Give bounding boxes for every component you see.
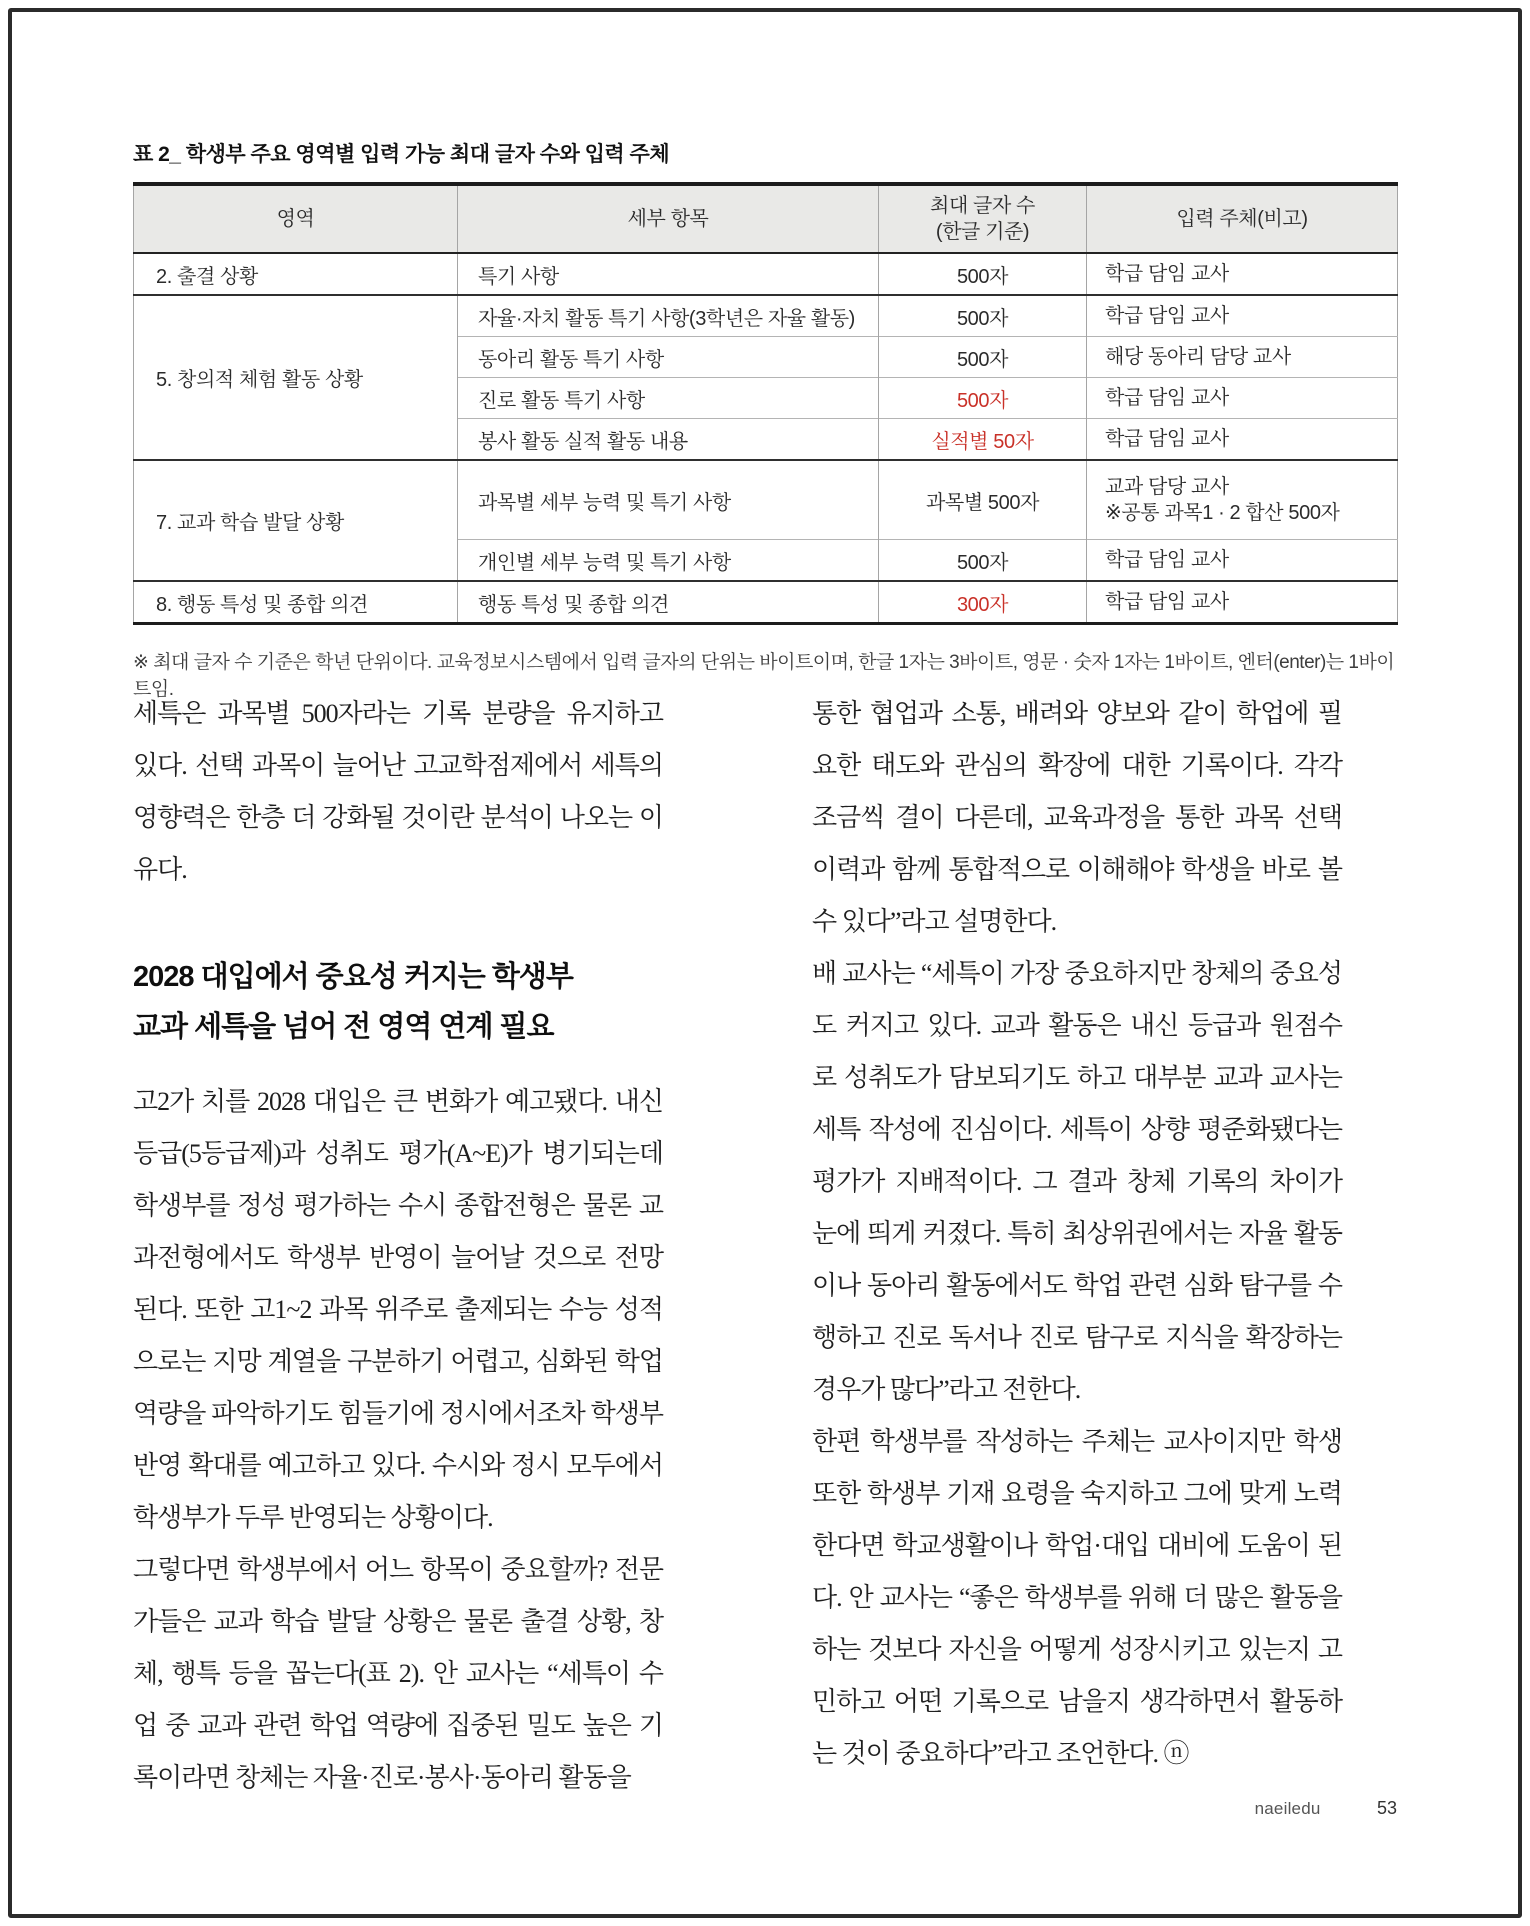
table-row bbox=[134, 581, 1398, 624]
text-line: 로 성취도가 담보되기도 하고 대부분 교과 교사는 bbox=[812, 1063, 1342, 1092]
text-line: 업 중 교과 관련 학업 역량에 집중된 밀도 높은 기 bbox=[133, 1711, 663, 1740]
cell-detail: 봉사 활동 실적 활동 내용 bbox=[458, 419, 879, 461]
char-limit-table bbox=[133, 182, 1398, 625]
text-line: 배 교사는 “세특이 가장 중요하지만 창체의 중요성 bbox=[812, 959, 1342, 988]
text-line: 등급(5등급제)과 성취도 평가(A~E)가 병기되는데 bbox=[133, 1139, 663, 1168]
cell-writer: 해당 동아리 담당 교사 bbox=[1087, 337, 1398, 378]
text-line: 행하고 진로 독서나 진로 탐구로 지식을 확장하는 bbox=[812, 1323, 1342, 1352]
cell-max-chars: 500자 bbox=[879, 540, 1087, 582]
text-line: 도 커지고 있다. 교과 활동은 내신 등급과 원점수 bbox=[812, 1011, 1342, 1040]
text-line: 평가가 지배적이다. 그 결과 창체 기록의 차이가 bbox=[812, 1167, 1342, 1196]
paragraph bbox=[812, 1416, 1342, 1780]
cell-detail: 행동 특성 및 종합 의견 bbox=[458, 581, 879, 624]
table-title: 표 2_ 학생부 주요 영역별 입력 가능 최대 글자 수와 입력 주체 bbox=[133, 143, 670, 166]
text-line: 학생부를 정성 평가하는 수시 종합전형은 물론 교 bbox=[133, 1191, 663, 1220]
page-footer bbox=[133, 1798, 1397, 1819]
text-line: 다. 안 교사는 “좋은 학생부를 위해 더 많은 활동을 bbox=[812, 1583, 1342, 1612]
column-header-writer: 입력 주체(비고) bbox=[1087, 184, 1398, 253]
text-line: 요한 태도와 관심의 확장에 대한 기록이다. 각각 bbox=[812, 751, 1342, 780]
cell-writer: 학급 담임 교사 bbox=[1087, 419, 1398, 461]
cell-writer-main: 교과 담당 교사 bbox=[1105, 476, 1229, 498]
cell-writer-note: ※공통 과목1 · 2 합산 500자 bbox=[1105, 502, 1340, 524]
cell-max-chars: 300자 bbox=[879, 581, 1087, 624]
cell-area: 5. 창의적 체험 활동 상황 bbox=[134, 295, 458, 460]
cell-writer: 학급 담임 교사 bbox=[1087, 378, 1398, 419]
text-line: 세특 작성에 진심이다. 세특이 상향 평준화됐다는 bbox=[812, 1115, 1342, 1144]
table-header-row bbox=[134, 184, 1398, 253]
table-row bbox=[134, 460, 1398, 540]
cell-area: 8. 행동 특성 및 종합 의견 bbox=[134, 581, 458, 624]
paragraph bbox=[133, 1544, 663, 1804]
text-line: 역량을 파악하기도 힘들기에 정시에서조차 학생부 bbox=[133, 1399, 663, 1428]
cell-max-chars: 실적별 50자 bbox=[879, 419, 1087, 461]
table-footnote: ※ 최대 글자 수 기준은 학년 단위이다. 교육정보시스템에서 입력 글자의 단위는 바이트이며, 한글 1자는 3바이트, 영문 · 숫자 1자는 1바이트, 엔터(enter)는 1바이트임. bbox=[133, 652, 1395, 700]
paragraph bbox=[133, 1076, 663, 1544]
text-line: 과전형에서도 학생부 반영이 늘어날 것으로 전망 bbox=[133, 1243, 663, 1272]
text-line: 경우가 많다”라고 전한다. bbox=[812, 1375, 1081, 1404]
text-line: 체, 행특 등을 꼽는다(표 2). 안 교사는 “세특이 수 bbox=[133, 1659, 663, 1688]
paragraph bbox=[133, 688, 663, 896]
cell-detail: 개인별 세부 능력 및 특기 사항 bbox=[458, 540, 879, 582]
text-line: 된다. 또한 고1~2 과목 위주로 출제되는 수능 성적 bbox=[133, 1295, 663, 1324]
cell-max-chars: 500자 bbox=[879, 253, 1087, 295]
text-line: 는 것이 중요하다”라고 조언한다. ⓝ bbox=[812, 1739, 1189, 1768]
text-line: 가들은 교과 학습 발달 상황은 물론 출결 상황, 창 bbox=[133, 1607, 663, 1636]
text-line: 학생부가 두루 반영되는 상황이다. bbox=[133, 1503, 493, 1532]
text-line: 세특은 과목별 500자라는 기록 분량을 유지하고 bbox=[133, 699, 663, 728]
cell-writer: 학급 담임 교사 bbox=[1087, 295, 1398, 337]
column-header-area: 영역 bbox=[134, 184, 458, 253]
text-line: 록이라면 창체는 자율·진로·봉사·동아리 활동을 bbox=[133, 1763, 631, 1792]
cell-detail: 특기 사항 bbox=[458, 253, 879, 295]
column-header-max-line2: (한글 기준) bbox=[935, 221, 1030, 243]
section-heading-line1: 2028 대입에서 중요성 커지는 학생부 bbox=[133, 961, 573, 993]
section-heading-line2: 교과 세특을 넘어 전 영역 연계 필요 bbox=[133, 1011, 554, 1043]
text-line: 반영 확대를 예고하고 있다. 수시와 정시 모두에서 bbox=[133, 1451, 663, 1480]
brand-logo: naeiledu bbox=[1254, 1799, 1321, 1818]
cell-writer: 학급 담임 교사 bbox=[1087, 581, 1398, 624]
text-line: 그렇다면 학생부에서 어느 항목이 중요할까? 전문 bbox=[133, 1555, 663, 1584]
text-line: 수 있다”라고 설명한다. bbox=[812, 907, 1057, 936]
cell-writer bbox=[1087, 460, 1398, 540]
text-line: 이나 동아리 활동에서도 학업 관련 심화 탐구를 수 bbox=[812, 1271, 1342, 1300]
cell-detail: 자율·자치 활동 특기 사항(3학년은 자율 활동) bbox=[458, 295, 879, 337]
text-line: 조금씩 결이 다른데, 교육과정을 통한 과목 선택 bbox=[812, 803, 1342, 832]
cell-area: 2. 출결 상황 bbox=[156, 265, 258, 288]
cell-detail: 진로 활동 특기 사항 bbox=[458, 378, 879, 419]
paragraph bbox=[812, 948, 1342, 1416]
text-line: 하는 것보다 자신을 어떻게 성장시키고 있는지 고 bbox=[812, 1635, 1342, 1664]
cell-max-chars: 500자 bbox=[879, 295, 1087, 337]
text-line: 고2가 치를 2028 대입은 큰 변화가 예고됐다. 내신 bbox=[133, 1087, 663, 1116]
text-line: 눈에 띄게 커졌다. 특히 최상위권에서는 자율 활동 bbox=[812, 1219, 1342, 1248]
page-number: 53 bbox=[1376, 1798, 1397, 1818]
cell-max-chars: 500자 bbox=[879, 337, 1087, 378]
text-line: 한편 학생부를 작성하는 주체는 교사이지만 학생 bbox=[812, 1427, 1342, 1456]
text-line: 으로는 지망 계열을 구분하기 어렵고, 심화된 학업 bbox=[133, 1347, 663, 1376]
table-section bbox=[133, 138, 1397, 701]
table-row bbox=[134, 295, 1398, 337]
cell-max-chars: 500자 bbox=[879, 378, 1087, 419]
cell-writer: 학급 담임 교사 bbox=[1087, 253, 1398, 295]
text-line: 있다. 선택 과목이 늘어난 고교학점제에서 세특의 bbox=[133, 751, 663, 780]
article-column-right bbox=[812, 688, 1342, 1780]
cell-detail: 동아리 활동 특기 사항 bbox=[458, 337, 879, 378]
table-row bbox=[134, 253, 1398, 295]
cell-writer: 학급 담임 교사 bbox=[1087, 540, 1398, 582]
text-line: 유다. bbox=[133, 855, 187, 884]
text-line: 한다면 학교생활이나 학업·대입 대비에 도움이 된 bbox=[812, 1531, 1342, 1560]
text-line: 이력과 함께 통합적으로 이해해야 학생을 바로 볼 bbox=[812, 855, 1342, 884]
article-column-left bbox=[133, 688, 663, 1804]
paragraph bbox=[812, 688, 1342, 948]
text-line: 민하고 어떤 기록으로 남을지 생각하면서 활동하 bbox=[812, 1687, 1342, 1716]
cell-detail: 과목별 세부 능력 및 특기 사항 bbox=[458, 460, 879, 540]
text-line: 통한 협업과 소통, 배려와 양보와 같이 학업에 필 bbox=[812, 699, 1342, 728]
cell-max-chars: 과목별 500자 bbox=[879, 460, 1087, 540]
column-header-detail: 세부 항목 bbox=[458, 184, 879, 253]
section-heading bbox=[133, 952, 663, 1052]
text-line: 또한 학생부 기재 요령을 숙지하고 그에 맞게 노력 bbox=[812, 1479, 1342, 1508]
cell-area: 7. 교과 학습 발달 상황 bbox=[134, 460, 458, 581]
column-header-max-chars bbox=[879, 184, 1087, 253]
column-header-max-line1: 최대 글자 수 bbox=[930, 195, 1035, 217]
text-line: 영향력은 한층 더 강화될 것이란 분석이 나오는 이 bbox=[133, 803, 663, 832]
